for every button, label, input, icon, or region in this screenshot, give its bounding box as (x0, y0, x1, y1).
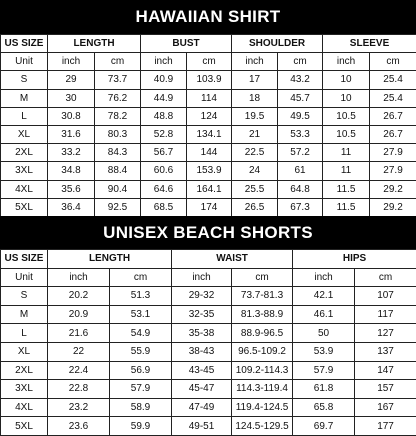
shirt-value-cell: 27.9 (370, 162, 416, 180)
shirt-table-row (1, 71, 416, 89)
shorts-unit-cell: inch (48, 268, 110, 287)
shirt-value-cell: 25.5 (232, 180, 278, 198)
shirt-table-row (1, 198, 416, 216)
shirt-size-cell: XL (1, 125, 48, 143)
shirt-value-cell: 61 (278, 162, 323, 180)
shorts-value-cell: 51.3 (110, 287, 172, 306)
shorts-value-cell: 88.9-96.5 (232, 324, 293, 343)
shorts-value-cell: 119.4-124.5 (232, 398, 293, 417)
shirt-value-cell: 134.1 (187, 125, 232, 143)
shirt-header-sleeve: SLEEVE (323, 35, 416, 53)
shirt-table-row (1, 180, 416, 198)
shorts-size-cell: M (1, 305, 48, 324)
shirt-value-cell: 44.9 (141, 89, 187, 107)
shirt-size-cell: 2XL (1, 144, 48, 162)
shirt-value-cell: 76.2 (95, 89, 141, 107)
shirt-value-cell: 73.7 (95, 71, 141, 89)
shirt-value-cell: 40.9 (141, 71, 187, 89)
shorts-size-cell: 2XL (1, 361, 48, 380)
shorts-value-cell: 69.7 (293, 417, 355, 436)
shorts-value-cell: 23.6 (48, 417, 110, 436)
shirt-value-cell: 30 (48, 89, 95, 107)
shirt-size-cell: 5XL (1, 198, 48, 216)
shirt-value-cell: 25.4 (370, 89, 416, 107)
shirt-value-cell: 174 (187, 198, 232, 216)
shorts-value-cell: 59.9 (110, 417, 172, 436)
shirt-value-cell: 10 (323, 71, 370, 89)
shorts-value-cell: 157 (355, 380, 416, 399)
shorts-size-cell: 4XL (1, 398, 48, 417)
shirt-value-cell: 33.2 (48, 144, 95, 162)
shorts-value-cell: 65.8 (293, 398, 355, 417)
shorts-value-cell: 54.9 (110, 324, 172, 343)
shirt-value-cell: 10.5 (323, 107, 370, 125)
shirt-size-cell: 4XL (1, 180, 48, 198)
shirt-value-cell: 124 (187, 107, 232, 125)
shorts-value-cell: 22 (48, 342, 110, 361)
shorts-value-cell: 109.2-114.3 (232, 361, 293, 380)
shirt-title: HAWAIIAN SHIRT (135, 7, 281, 26)
shirt-value-cell: 29 (48, 71, 95, 89)
shorts-unit-cell: cm (110, 268, 172, 287)
shorts-value-cell: 22.8 (48, 380, 110, 399)
shorts-value-cell: 137 (355, 342, 416, 361)
shorts-value-cell: 47-49 (172, 398, 232, 417)
shorts-value-cell: 81.3-88.9 (232, 305, 293, 324)
shirt-unit-row (1, 53, 416, 71)
shorts-table-row (1, 380, 416, 399)
shorts-value-cell: 43-45 (172, 361, 232, 380)
shorts-value-cell: 57.9 (293, 361, 355, 380)
shirt-value-cell: 56.7 (141, 144, 187, 162)
shirt-value-cell: 164.1 (187, 180, 232, 198)
shorts-value-cell: 22.4 (48, 361, 110, 380)
shirt-value-cell: 64.8 (278, 180, 323, 198)
shorts-unit-cell: inch (293, 268, 355, 287)
shirt-unit-cell: cm (370, 53, 416, 71)
shirt-value-cell: 29.2 (370, 180, 416, 198)
shirt-value-cell: 34.8 (48, 162, 95, 180)
shirt-table-row (1, 125, 416, 143)
shirt-header-row (1, 35, 416, 53)
shirt-value-cell: 68.5 (141, 198, 187, 216)
shirt-value-cell: 92.5 (95, 198, 141, 216)
shorts-value-cell: 35-38 (172, 324, 232, 343)
shorts-table-row (1, 324, 416, 343)
shirt-size-cell: S (1, 71, 48, 89)
shorts-unit-row (1, 268, 416, 287)
shirt-value-cell: 48.8 (141, 107, 187, 125)
shorts-title-banner (0, 216, 416, 249)
shirt-value-cell: 10.5 (323, 125, 370, 143)
shirt-size-cell: 3XL (1, 162, 48, 180)
shirt-value-cell: 25.4 (370, 71, 416, 89)
shorts-value-cell: 21.6 (48, 324, 110, 343)
shirt-value-cell: 67.3 (278, 198, 323, 216)
shirt-value-cell: 11 (323, 162, 370, 180)
shorts-value-cell: 50 (293, 324, 355, 343)
shorts-value-cell: 55.9 (110, 342, 172, 361)
shorts-header-hips: HIPS (293, 250, 416, 269)
shorts-unit-cell: cm (232, 268, 293, 287)
shorts-table-row (1, 305, 416, 324)
shorts-value-cell: 61.8 (293, 380, 355, 399)
shirt-value-cell: 52.8 (141, 125, 187, 143)
shirt-header-length: LENGTH (48, 35, 141, 53)
shirt-value-cell: 18 (232, 89, 278, 107)
shirt-value-cell: 43.2 (278, 71, 323, 89)
shorts-value-cell: 46.1 (293, 305, 355, 324)
shirt-value-cell: 90.4 (95, 180, 141, 198)
shirt-value-cell: 11 (323, 144, 370, 162)
shorts-value-cell: 117 (355, 305, 416, 324)
shorts-size-table (0, 249, 416, 436)
shorts-header-size: US SIZE (1, 250, 48, 269)
shorts-table-row (1, 361, 416, 380)
shorts-unit-label: Unit (1, 268, 48, 287)
shirt-value-cell: 36.4 (48, 198, 95, 216)
shorts-value-cell: 124.5-129.5 (232, 417, 293, 436)
shorts-value-cell: 167 (355, 398, 416, 417)
shirt-table-body (1, 71, 416, 217)
shirt-value-cell: 114 (187, 89, 232, 107)
shorts-value-cell: 53.1 (110, 305, 172, 324)
shorts-size-cell: 3XL (1, 380, 48, 399)
shirt-value-cell: 45.7 (278, 89, 323, 107)
shorts-value-cell: 29-32 (172, 287, 232, 306)
shorts-header-length: LENGTH (48, 250, 172, 269)
shirt-unit-cell: inch (48, 53, 95, 71)
shirt-value-cell: 17 (232, 71, 278, 89)
shirt-header-size: US SIZE (1, 35, 48, 53)
shirt-header-shoulder: SHOULDER (232, 35, 323, 53)
shirt-value-cell: 24 (232, 162, 278, 180)
shirt-unit-label: Unit (1, 53, 48, 71)
shorts-size-cell: L (1, 324, 48, 343)
shirt-unit-cell: cm (187, 53, 232, 71)
shirt-value-cell: 84.3 (95, 144, 141, 162)
shorts-value-cell: 107 (355, 287, 416, 306)
shirt-value-cell: 22.5 (232, 144, 278, 162)
shorts-table-row (1, 287, 416, 306)
shirt-unit-cell: cm (95, 53, 141, 71)
shorts-header-row (1, 250, 416, 269)
shorts-size-cell: XL (1, 342, 48, 361)
shirt-value-cell: 103.9 (187, 71, 232, 89)
shorts-value-cell: 114.3-119.4 (232, 380, 293, 399)
shorts-value-cell: 177 (355, 417, 416, 436)
shorts-value-cell: 20.9 (48, 305, 110, 324)
shirt-header-bust: BUST (141, 35, 232, 53)
shirt-value-cell: 26.7 (370, 107, 416, 125)
shorts-table-row (1, 398, 416, 417)
shirt-value-cell: 144 (187, 144, 232, 162)
shirt-value-cell: 35.6 (48, 180, 95, 198)
shorts-table-body (1, 287, 416, 436)
shorts-value-cell: 58.9 (110, 398, 172, 417)
shorts-unit-cell: cm (355, 268, 416, 287)
shorts-title: UNISEX BEACH SHORTS (103, 223, 313, 242)
shirt-title-banner (0, 0, 416, 34)
shirt-value-cell: 11.5 (323, 180, 370, 198)
shirt-value-cell: 64.6 (141, 180, 187, 198)
shirt-value-cell: 21 (232, 125, 278, 143)
shorts-value-cell: 127 (355, 324, 416, 343)
shorts-value-cell: 57.9 (110, 380, 172, 399)
shirt-value-cell: 26.7 (370, 125, 416, 143)
shirt-size-table (0, 34, 416, 217)
shirt-value-cell: 29.2 (370, 198, 416, 216)
shorts-value-cell: 73.7-81.3 (232, 287, 293, 306)
shorts-size-cell: 5XL (1, 417, 48, 436)
shorts-size-cell: S (1, 287, 48, 306)
shirt-value-cell: 19.5 (232, 107, 278, 125)
shorts-value-cell: 56.9 (110, 361, 172, 380)
shirt-table-row (1, 107, 416, 125)
shorts-value-cell: 20.2 (48, 287, 110, 306)
shorts-value-cell: 49-51 (172, 417, 232, 436)
shirt-value-cell: 80.3 (95, 125, 141, 143)
shirt-value-cell: 88.4 (95, 162, 141, 180)
shorts-unit-cell: inch (172, 268, 232, 287)
shirt-table-row (1, 89, 416, 107)
shorts-table-row (1, 417, 416, 436)
shorts-header-waist: WAIST (172, 250, 293, 269)
shirt-size-cell: L (1, 107, 48, 125)
shorts-value-cell: 23.2 (48, 398, 110, 417)
shirt-value-cell: 57.2 (278, 144, 323, 162)
shirt-table-row (1, 162, 416, 180)
shirt-value-cell: 26.5 (232, 198, 278, 216)
shirt-size-cell: M (1, 89, 48, 107)
shorts-value-cell: 45-47 (172, 380, 232, 399)
shirt-value-cell: 31.6 (48, 125, 95, 143)
shirt-value-cell: 10 (323, 89, 370, 107)
shirt-value-cell: 53.3 (278, 125, 323, 143)
shirt-value-cell: 27.9 (370, 144, 416, 162)
shirt-table-row (1, 144, 416, 162)
shirt-unit-cell: inch (323, 53, 370, 71)
shirt-value-cell: 49.5 (278, 107, 323, 125)
shirt-unit-cell: cm (278, 53, 323, 71)
shirt-value-cell: 11.5 (323, 198, 370, 216)
shorts-value-cell: 42.1 (293, 287, 355, 306)
shorts-table-row (1, 342, 416, 361)
shirt-value-cell: 153.9 (187, 162, 232, 180)
shirt-value-cell: 30.8 (48, 107, 95, 125)
shirt-value-cell: 78.2 (95, 107, 141, 125)
shorts-value-cell: 38-43 (172, 342, 232, 361)
shorts-value-cell: 96.5-109.2 (232, 342, 293, 361)
shirt-value-cell: 60.6 (141, 162, 187, 180)
shirt-unit-cell: inch (232, 53, 278, 71)
shorts-value-cell: 147 (355, 361, 416, 380)
shorts-value-cell: 32-35 (172, 305, 232, 324)
shorts-value-cell: 53.9 (293, 342, 355, 361)
shirt-unit-cell: inch (141, 53, 187, 71)
